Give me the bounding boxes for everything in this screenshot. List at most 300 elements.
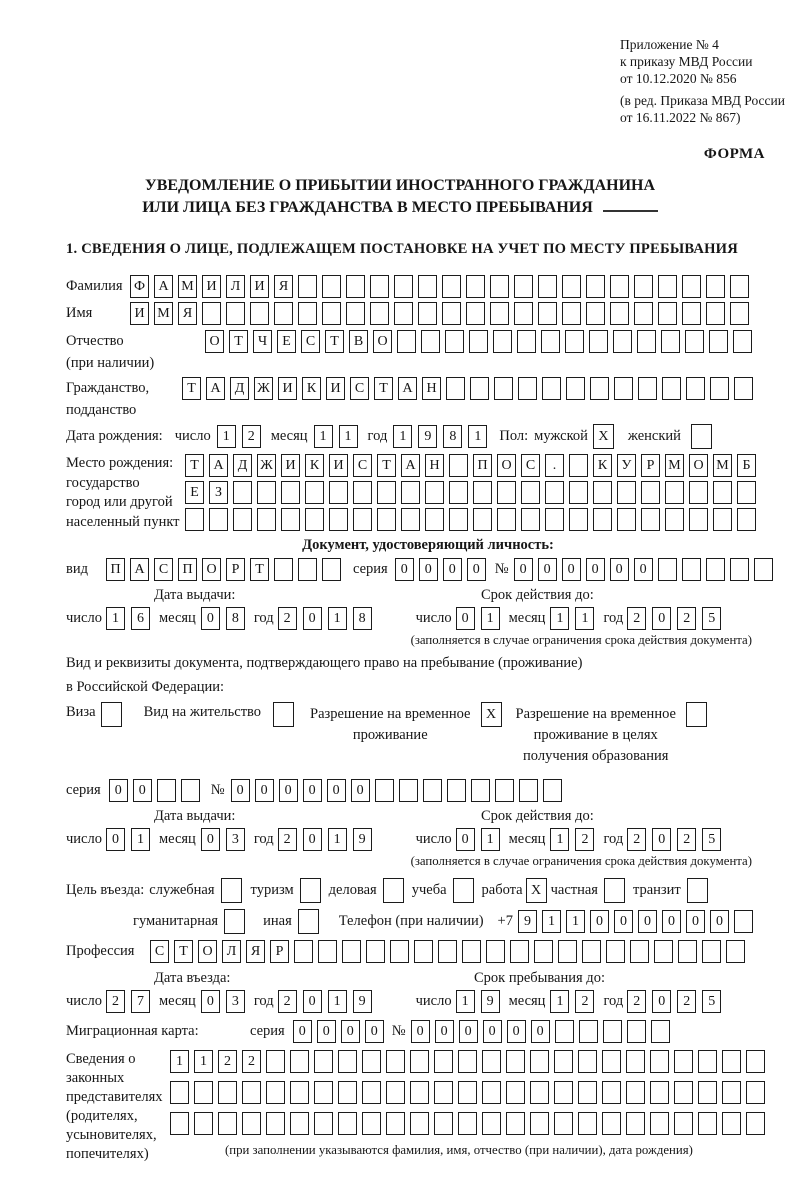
char-cell[interactable] [233,481,252,504]
char-cell[interactable] [442,302,461,325]
char-cell[interactable] [613,330,632,353]
char-cell[interactable] [746,1112,765,1135]
char-cell[interactable] [414,940,433,963]
char-cell[interactable] [494,377,513,400]
char-cell[interactable]: 0 [341,1020,360,1043]
char-cell[interactable] [266,1050,285,1073]
char-cell[interactable] [517,330,536,353]
char-cell[interactable] [562,302,581,325]
char-cell[interactable] [506,1112,525,1135]
char-cell[interactable] [257,508,276,531]
char-cell[interactable] [298,558,317,581]
char-cell[interactable] [689,508,708,531]
char-cell[interactable]: Т [377,454,396,477]
char-cell[interactable]: 2 [677,828,696,851]
char-cell[interactable] [449,454,468,477]
char-cell[interactable] [603,1020,622,1043]
char-cell[interactable]: Т [250,558,269,581]
char-cell[interactable] [266,1112,285,1135]
char-cell[interactable]: О [202,558,221,581]
char-cell[interactable]: Т [185,454,204,477]
char-cell[interactable] [425,508,444,531]
char-cell[interactable] [514,302,533,325]
char-cell[interactable] [698,1050,717,1073]
visa-checkbox[interactable] [101,702,122,727]
char-cell[interactable]: 0 [610,558,629,581]
char-cell[interactable] [593,508,612,531]
char-cell[interactable] [627,1020,646,1043]
char-cell[interactable] [202,302,221,325]
char-cell[interactable] [274,302,293,325]
char-cell[interactable] [493,330,512,353]
char-cell[interactable] [698,1081,717,1104]
char-cell[interactable]: С [150,940,169,963]
char-cell[interactable] [710,377,729,400]
char-cell[interactable]: 1 [481,607,500,630]
char-cell[interactable] [589,330,608,353]
char-cell[interactable]: 0 [507,1020,526,1043]
char-cell[interactable]: Р [270,940,289,963]
char-cell[interactable] [658,275,677,298]
char-cell[interactable] [486,940,505,963]
char-cell[interactable]: О [497,454,516,477]
char-cell[interactable] [466,302,485,325]
char-cell[interactable] [682,275,701,298]
char-cell[interactable]: 1 [328,828,347,851]
char-cell[interactable]: Я [246,940,265,963]
char-cell[interactable]: А [206,377,225,400]
char-cell[interactable] [181,779,200,802]
char-cell[interactable] [281,508,300,531]
char-cell[interactable] [362,1112,381,1135]
char-cell[interactable]: 0 [279,779,298,802]
char-cell[interactable] [722,1050,741,1073]
char-cell[interactable] [418,275,437,298]
char-cell[interactable]: З [209,481,228,504]
char-cell[interactable] [353,481,372,504]
char-cell[interactable] [626,1050,645,1073]
char-cell[interactable]: Д [230,377,249,400]
char-cell[interactable]: 2 [106,990,125,1013]
char-cell[interactable] [434,1050,453,1073]
char-cell[interactable]: 0 [327,779,346,802]
char-cell[interactable] [746,1081,765,1104]
char-cell[interactable] [226,302,245,325]
char-cell[interactable] [730,558,749,581]
char-cell[interactable]: 1 [481,828,500,851]
char-cell[interactable]: 3 [226,990,245,1013]
char-cell[interactable] [346,275,365,298]
char-cell[interactable]: 1 [550,990,569,1013]
char-cell[interactable] [446,377,465,400]
char-cell[interactable] [617,508,636,531]
char-cell[interactable]: 2 [677,990,696,1013]
char-cell[interactable] [449,481,468,504]
char-cell[interactable]: 0 [303,990,322,1013]
char-cell[interactable] [510,940,529,963]
char-cell[interactable] [170,1081,189,1104]
male-checkbox[interactable]: X [593,424,614,449]
char-cell[interactable] [586,302,605,325]
char-cell[interactable] [754,558,773,581]
char-cell[interactable] [314,1081,333,1104]
char-cell[interactable] [506,1081,525,1104]
char-cell[interactable]: 1 [468,425,487,448]
char-cell[interactable]: 0 [395,558,414,581]
char-cell[interactable] [746,1050,765,1073]
char-cell[interactable] [682,558,701,581]
char-cell[interactable] [569,454,588,477]
char-cell[interactable] [530,1081,549,1104]
char-cell[interactable] [290,1050,309,1073]
char-cell[interactable]: 2 [575,828,594,851]
char-cell[interactable] [558,940,577,963]
char-cell[interactable] [490,302,509,325]
char-cell[interactable] [713,508,732,531]
char-cell[interactable] [530,1050,549,1073]
char-cell[interactable]: 0 [538,558,557,581]
char-cell[interactable]: 0 [662,910,681,933]
char-cell[interactable]: Т [174,940,193,963]
char-cell[interactable] [290,1112,309,1135]
char-cell[interactable] [674,1050,693,1073]
char-cell[interactable] [730,302,749,325]
char-cell[interactable]: 0 [456,607,475,630]
char-cell[interactable] [281,481,300,504]
char-cell[interactable]: 2 [242,425,261,448]
char-cell[interactable]: А [209,454,228,477]
char-cell[interactable] [257,481,276,504]
char-cell[interactable] [641,481,660,504]
char-cell[interactable] [401,481,420,504]
char-cell[interactable]: 0 [109,779,128,802]
char-cell[interactable] [314,1112,333,1135]
char-cell[interactable]: 0 [365,1020,384,1043]
char-cell[interactable] [386,1050,405,1073]
char-cell[interactable] [737,508,756,531]
char-cell[interactable] [386,1081,405,1104]
char-cell[interactable] [329,508,348,531]
char-cell[interactable]: Р [641,454,660,477]
char-cell[interactable]: П [473,454,492,477]
char-cell[interactable]: И [278,377,297,400]
char-cell[interactable] [650,1050,669,1073]
char-cell[interactable]: П [106,558,125,581]
char-cell[interactable]: 0 [652,990,671,1013]
char-cell[interactable] [706,275,725,298]
char-cell[interactable]: 0 [562,558,581,581]
char-cell[interactable]: 2 [677,607,696,630]
char-cell[interactable] [689,481,708,504]
char-cell[interactable] [545,481,564,504]
char-cell[interactable] [637,330,656,353]
char-cell[interactable] [482,1081,501,1104]
char-cell[interactable] [322,302,341,325]
char-cell[interactable] [722,1081,741,1104]
char-cell[interactable]: Ж [254,377,273,400]
char-cell[interactable] [233,508,252,531]
purpose-private-checkbox[interactable] [604,878,625,903]
char-cell[interactable] [530,1112,549,1135]
char-cell[interactable] [410,1112,429,1135]
char-cell[interactable]: 0 [133,779,152,802]
char-cell[interactable] [578,1081,597,1104]
char-cell[interactable] [586,275,605,298]
char-cell[interactable]: 0 [411,1020,430,1043]
char-cell[interactable] [274,558,293,581]
char-cell[interactable] [458,1081,477,1104]
char-cell[interactable]: 9 [481,990,500,1013]
temp-residence-education-checkbox[interactable] [686,702,707,727]
char-cell[interactable] [665,508,684,531]
char-cell[interactable]: О [205,330,224,353]
char-cell[interactable] [734,377,753,400]
char-cell[interactable] [650,1081,669,1104]
char-cell[interactable] [390,940,409,963]
char-cell[interactable]: 2 [218,1050,237,1073]
char-cell[interactable]: 5 [702,990,721,1013]
purpose-humanitarian-checkbox[interactable] [224,909,245,934]
char-cell[interactable] [578,1050,597,1073]
char-cell[interactable]: 0 [443,558,462,581]
char-cell[interactable] [658,558,677,581]
char-cell[interactable]: Т [325,330,344,353]
char-cell[interactable]: 0 [293,1020,312,1043]
char-cell[interactable] [610,275,629,298]
char-cell[interactable] [473,481,492,504]
char-cell[interactable]: А [401,454,420,477]
char-cell[interactable]: Д [233,454,252,477]
char-cell[interactable] [555,1020,574,1043]
char-cell[interactable] [713,481,732,504]
char-cell[interactable]: У [617,454,636,477]
char-cell[interactable] [218,1081,237,1104]
char-cell[interactable]: 0 [435,1020,454,1043]
char-cell[interactable] [410,1081,429,1104]
char-cell[interactable]: 1 [131,828,150,851]
char-cell[interactable] [534,940,553,963]
char-cell[interactable] [375,779,394,802]
char-cell[interactable] [541,330,560,353]
char-cell[interactable]: 1 [575,607,594,630]
char-cell[interactable]: 0 [652,607,671,630]
char-cell[interactable]: Б [737,454,756,477]
residence-permit-checkbox[interactable] [273,702,294,727]
char-cell[interactable] [442,275,461,298]
char-cell[interactable]: С [521,454,540,477]
char-cell[interactable]: 1 [170,1050,189,1073]
char-cell[interactable]: 2 [278,607,297,630]
purpose-study-checkbox[interactable] [453,878,474,903]
char-cell[interactable] [305,481,324,504]
char-cell[interactable] [566,377,585,400]
char-cell[interactable]: 0 [351,779,370,802]
char-cell[interactable]: И [130,302,149,325]
char-cell[interactable]: 0 [303,607,322,630]
char-cell[interactable]: 1 [339,425,358,448]
char-cell[interactable]: 0 [634,558,653,581]
char-cell[interactable]: 8 [353,607,372,630]
char-cell[interactable] [329,481,348,504]
char-cell[interactable] [569,508,588,531]
char-cell[interactable]: Р [226,558,245,581]
char-cell[interactable] [661,330,680,353]
char-cell[interactable] [294,940,313,963]
char-cell[interactable]: 0 [686,910,705,933]
char-cell[interactable] [610,302,629,325]
char-cell[interactable] [318,940,337,963]
char-cell[interactable] [366,940,385,963]
char-cell[interactable] [634,275,653,298]
char-cell[interactable] [686,377,705,400]
char-cell[interactable] [519,779,538,802]
char-cell[interactable] [730,275,749,298]
char-cell[interactable]: О [373,330,392,353]
char-cell[interactable] [626,1081,645,1104]
char-cell[interactable] [418,302,437,325]
char-cell[interactable] [370,302,389,325]
char-cell[interactable] [514,275,533,298]
char-cell[interactable]: 9 [353,828,372,851]
char-cell[interactable] [434,1112,453,1135]
char-cell[interactable]: 0 [586,558,605,581]
char-cell[interactable] [298,302,317,325]
char-cell[interactable] [617,481,636,504]
char-cell[interactable] [521,481,540,504]
purpose-transit-checkbox[interactable] [687,878,708,903]
char-cell[interactable]: 0 [419,558,438,581]
char-cell[interactable] [562,275,581,298]
char-cell[interactable]: М [154,302,173,325]
char-cell[interactable] [157,779,176,802]
char-cell[interactable]: Е [185,481,204,504]
char-cell[interactable]: 1 [542,910,561,933]
char-cell[interactable]: 0 [514,558,533,581]
char-cell[interactable]: 3 [226,828,245,851]
char-cell[interactable]: Л [226,275,245,298]
char-cell[interactable] [685,330,704,353]
char-cell[interactable] [565,330,584,353]
char-cell[interactable]: 0 [317,1020,336,1043]
char-cell[interactable]: 0 [303,779,322,802]
char-cell[interactable] [733,330,752,353]
char-cell[interactable] [538,275,557,298]
char-cell[interactable] [641,508,660,531]
char-cell[interactable]: А [130,558,149,581]
char-cell[interactable]: 0 [710,910,729,933]
char-cell[interactable]: В [349,330,368,353]
char-cell[interactable]: С [154,558,173,581]
char-cell[interactable] [250,302,269,325]
char-cell[interactable] [469,330,488,353]
char-cell[interactable] [734,910,753,933]
char-cell[interactable]: 0 [303,828,322,851]
char-cell[interactable]: К [302,377,321,400]
char-cell[interactable] [362,1081,381,1104]
char-cell[interactable] [490,275,509,298]
char-cell[interactable] [338,1050,357,1073]
char-cell[interactable]: 1 [550,607,569,630]
char-cell[interactable]: 1 [314,425,333,448]
char-cell[interactable] [521,508,540,531]
char-cell[interactable] [543,779,562,802]
char-cell[interactable] [678,940,697,963]
char-cell[interactable]: Ж [257,454,276,477]
char-cell[interactable]: 2 [627,607,646,630]
char-cell[interactable]: 6 [131,607,150,630]
char-cell[interactable] [447,779,466,802]
char-cell[interactable]: 2 [627,828,646,851]
char-cell[interactable]: 0 [106,828,125,851]
char-cell[interactable] [242,1081,261,1104]
char-cell[interactable] [298,275,317,298]
char-cell[interactable] [626,1112,645,1135]
char-cell[interactable] [346,302,365,325]
char-cell[interactable] [737,481,756,504]
char-cell[interactable] [353,508,372,531]
char-cell[interactable]: С [353,454,372,477]
char-cell[interactable] [370,275,389,298]
char-cell[interactable] [542,377,561,400]
char-cell[interactable]: 9 [353,990,372,1013]
char-cell[interactable]: Ф [130,275,149,298]
char-cell[interactable] [554,1081,573,1104]
char-cell[interactable]: 1 [106,607,125,630]
char-cell[interactable] [482,1050,501,1073]
char-cell[interactable] [218,1112,237,1135]
char-cell[interactable] [322,558,341,581]
char-cell[interactable]: 0 [652,828,671,851]
char-cell[interactable] [634,302,653,325]
char-cell[interactable] [445,330,464,353]
char-cell[interactable]: 0 [459,1020,478,1043]
char-cell[interactable] [194,1112,213,1135]
char-cell[interactable]: 2 [278,990,297,1013]
char-cell[interactable] [651,1020,670,1043]
char-cell[interactable]: 0 [255,779,274,802]
char-cell[interactable] [290,1081,309,1104]
char-cell[interactable] [654,940,673,963]
char-cell[interactable] [582,940,601,963]
char-cell[interactable]: 2 [242,1050,261,1073]
temp-residence-checkbox[interactable]: X [481,702,502,727]
char-cell[interactable] [399,779,418,802]
char-cell[interactable] [665,481,684,504]
char-cell[interactable] [662,377,681,400]
char-cell[interactable] [425,481,444,504]
char-cell[interactable] [466,275,485,298]
char-cell[interactable] [702,940,721,963]
char-cell[interactable] [726,940,745,963]
char-cell[interactable]: М [665,454,684,477]
char-cell[interactable]: 0 [201,990,220,1013]
char-cell[interactable]: П [178,558,197,581]
char-cell[interactable]: 8 [443,425,462,448]
char-cell[interactable] [449,508,468,531]
char-cell[interactable] [602,1112,621,1135]
char-cell[interactable]: Е [277,330,296,353]
char-cell[interactable] [266,1081,285,1104]
char-cell[interactable] [602,1081,621,1104]
char-cell[interactable]: 0 [456,828,475,851]
char-cell[interactable] [423,779,442,802]
char-cell[interactable] [682,302,701,325]
char-cell[interactable]: Т [374,377,393,400]
char-cell[interactable]: Т [229,330,248,353]
purpose-business-checkbox[interactable] [383,878,404,903]
char-cell[interactable] [410,1050,429,1073]
char-cell[interactable] [579,1020,598,1043]
